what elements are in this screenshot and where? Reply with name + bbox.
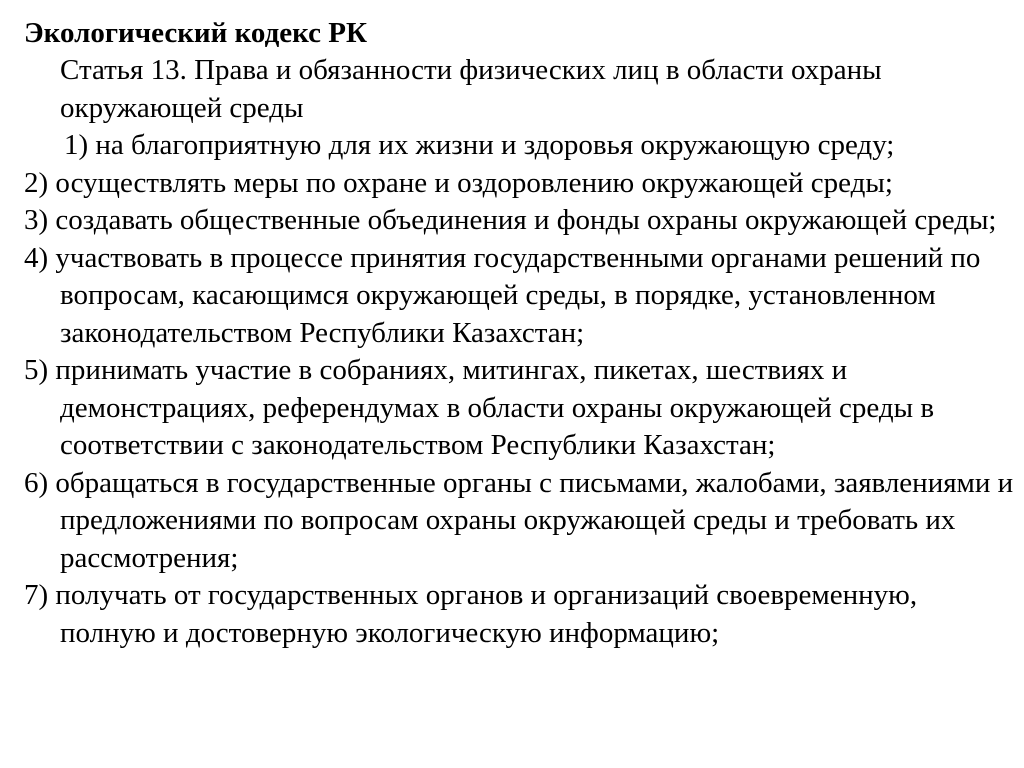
list-item: 7) получать от государственных органов и организаций своевременную, полную и достоверную экологическую информацию; bbox=[24, 579, 918, 649]
list-item: 4) участвовать в процессе принятия государственными органами решений по вопросам, касающимся окружающей среды, в порядке, установленном законодательством Республики Казахстан; bbox=[24, 241, 981, 349]
list-item: 6) обращаться в государственные органы с письмами, жалобами, заявлениями и предложениями по вопросам охраны окружающей среды и требовать их рассмотрения; bbox=[24, 466, 1014, 574]
slide-body bbox=[24, 52, 1014, 652]
list-item: 3) создавать общественные объединения и фонды охраны окружающей среды; bbox=[24, 204, 997, 236]
list-item: 2) осуществлять меры по охране и оздоровлению окружающей среды; bbox=[24, 166, 893, 199]
list-item: 5) принимать участие в собраниях, митингах, пикетах, шествиях и демонстрациях, референдумах в области охраны окружающей среды в соответствии с законодательством Республики Казахстан; bbox=[24, 354, 935, 461]
slide-title: Экологический кодекс РК bbox=[24, 17, 367, 49]
list-item: 1) на благоприятную для их жизни и здоровья окружающую среду; bbox=[64, 129, 895, 161]
article-heading: Статья 13. Права и обязанности физических лиц в области охраны окружающей среды bbox=[60, 54, 882, 124]
